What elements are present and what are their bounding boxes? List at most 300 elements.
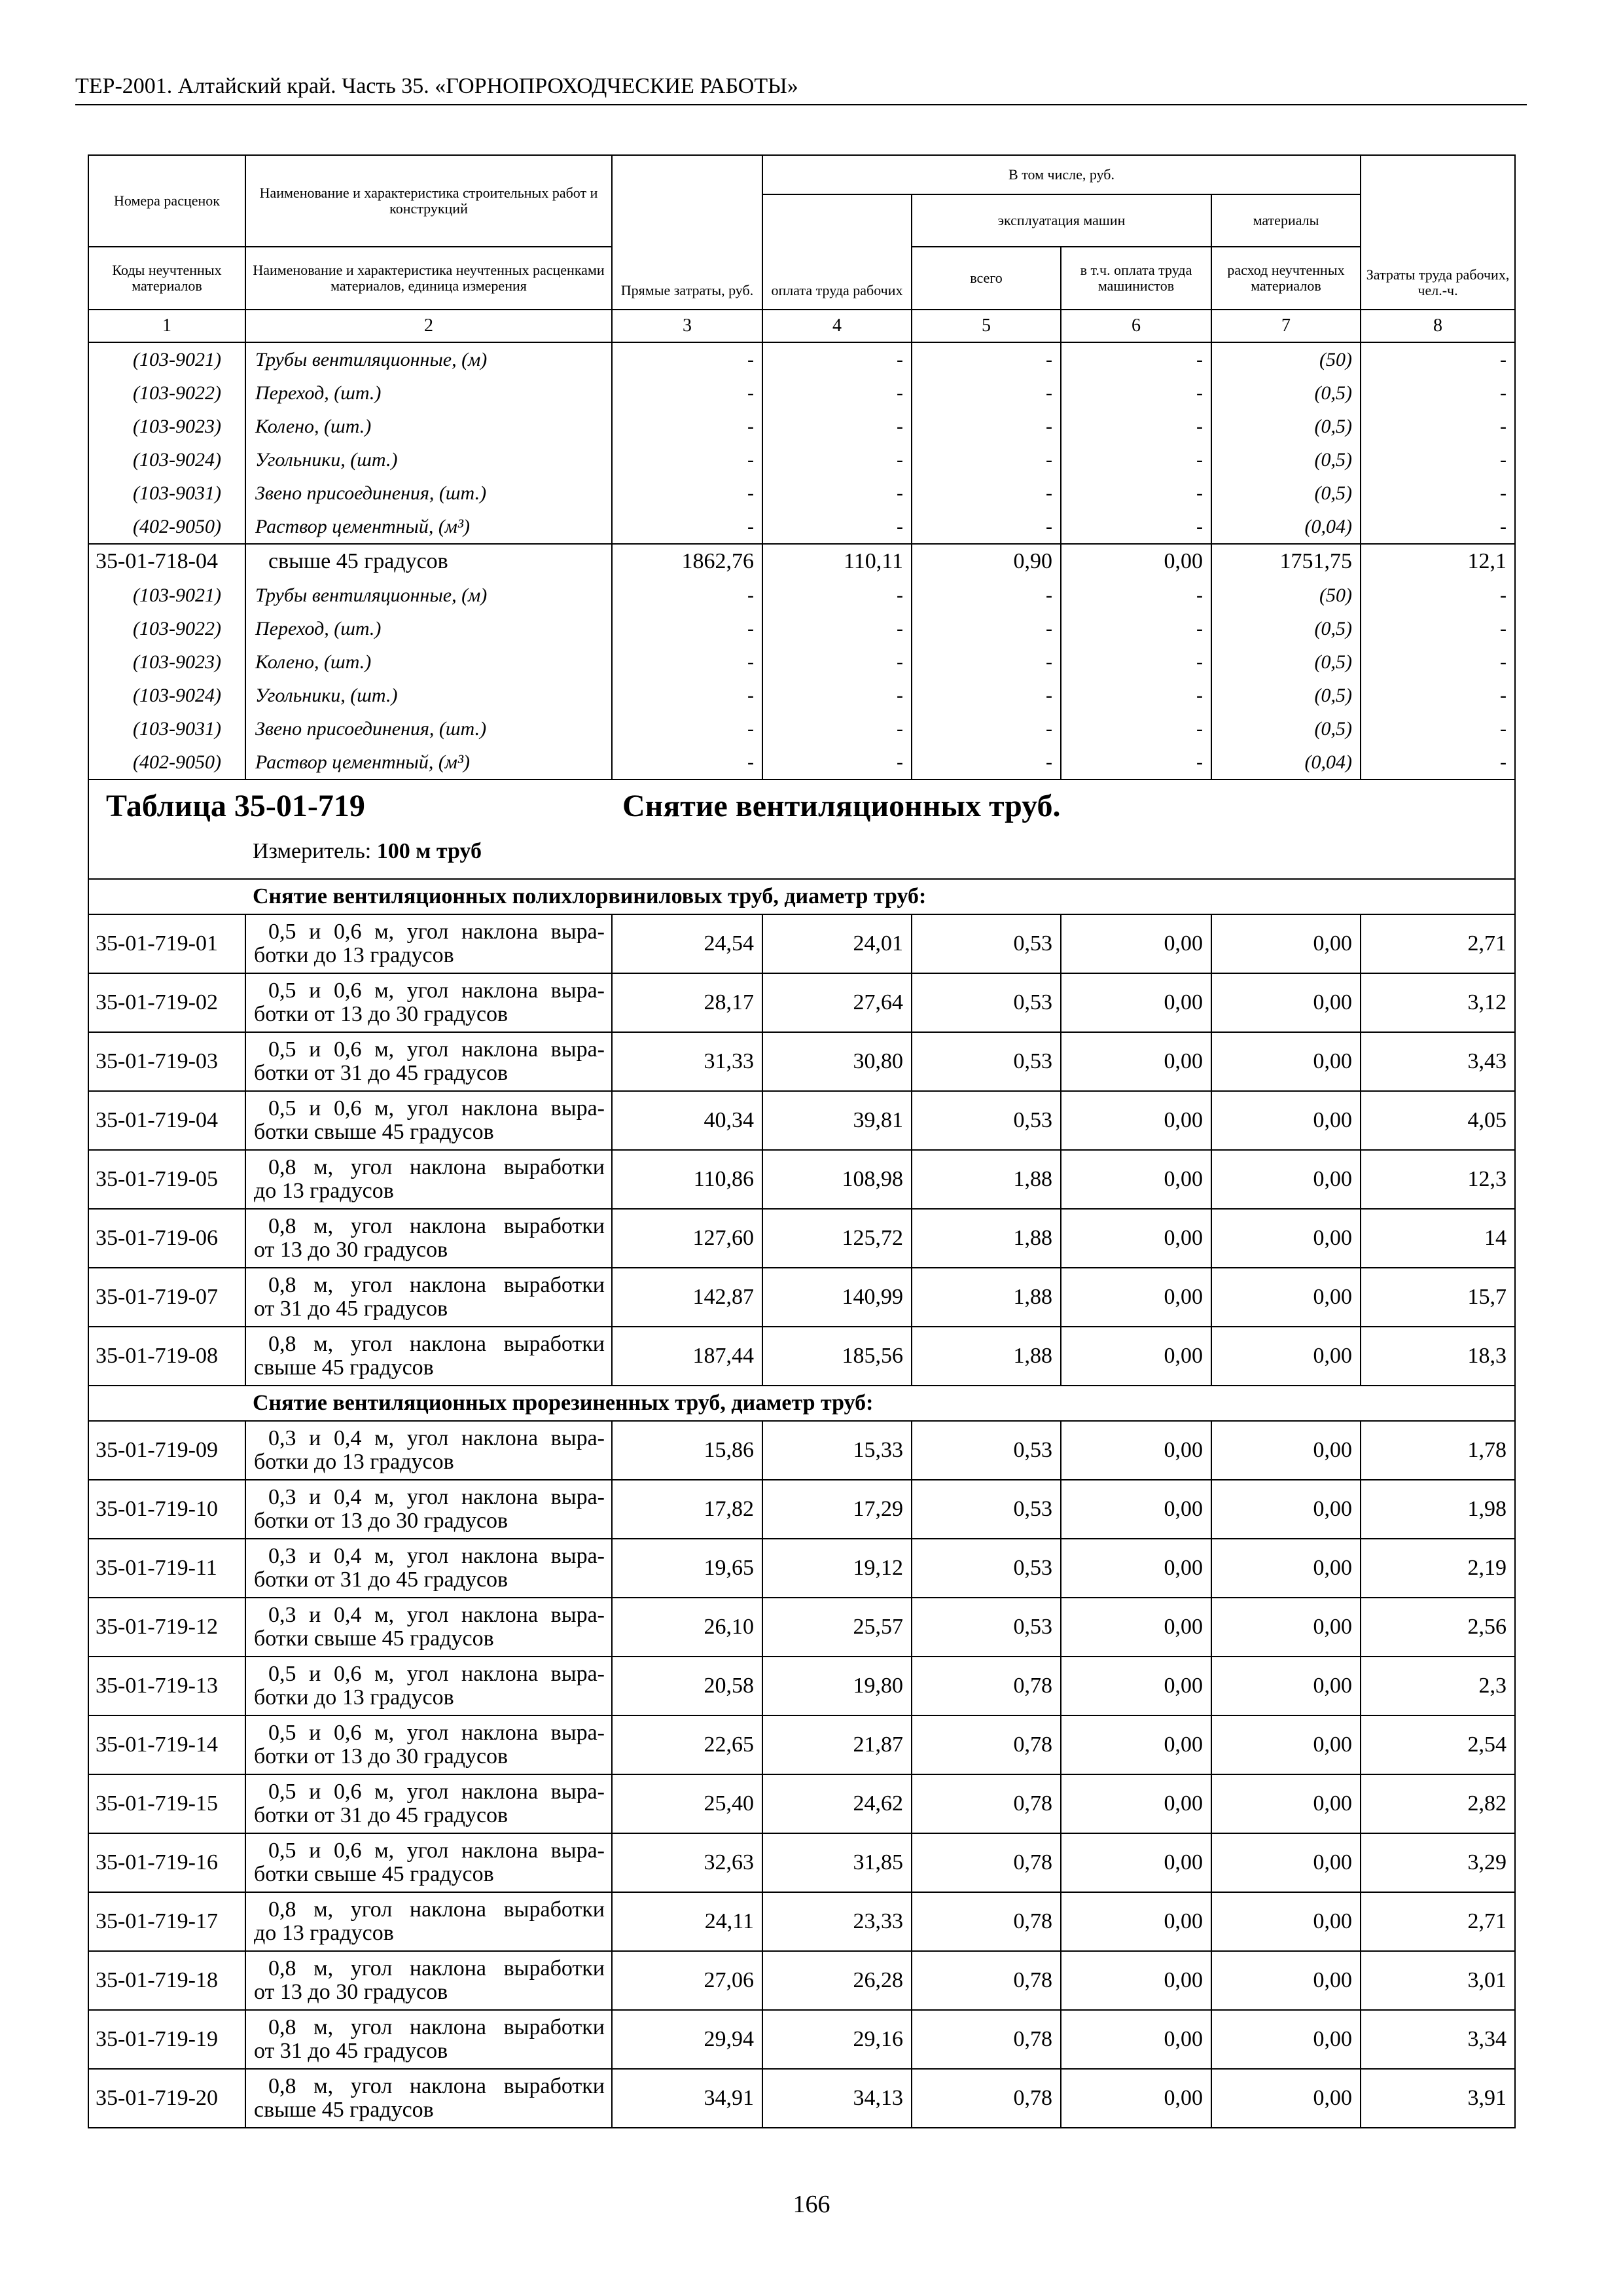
value-cell: 40,34 [612, 1091, 762, 1150]
rate-description-line: свыше 45 градусов [254, 1355, 434, 1380]
value-cell: 34,91 [612, 2069, 762, 2128]
rate-row [88, 1657, 1515, 1715]
value-cell: - [612, 645, 762, 679]
value-cell: 21,87 [762, 1715, 912, 1774]
value-cell: 31,33 [612, 1032, 762, 1091]
section-heading-row [88, 1386, 1515, 1421]
value-cell: 0,78 [912, 1833, 1061, 1892]
rate-row [88, 544, 1515, 579]
value-cell: 19,12 [762, 1539, 912, 1598]
value-cell: 24,01 [762, 914, 912, 973]
rate-description [245, 1774, 612, 1833]
value-cell: 0,78 [912, 1774, 1061, 1833]
rate-description-line: ботки до 13 градусов [254, 1685, 454, 1710]
value-cell: 15,7 [1361, 1268, 1515, 1327]
material-row [88, 645, 1515, 679]
value-cell: - [912, 745, 1061, 780]
value-cell: 0,00 [1211, 1539, 1361, 1598]
value-cell: (0,5) [1211, 410, 1361, 443]
value-cell: - [612, 342, 762, 376]
value-cell: 0,00 [1061, 1539, 1211, 1598]
value-cell: 0,00 [1211, 1032, 1361, 1091]
value-cell: 0,90 [912, 544, 1061, 579]
rate-row [88, 1268, 1515, 1327]
material-name: Звено присоединения, (шт.) [245, 476, 612, 510]
col-header-machines-labor: в т.ч. оплата труда машинистов [1061, 247, 1211, 310]
rate-row [88, 2069, 1515, 2128]
value-cell: - [762, 476, 912, 510]
value-cell: 0,00 [1211, 2010, 1361, 2069]
value-cell: 0,53 [912, 1091, 1061, 1150]
value-cell: 0,00 [1211, 1774, 1361, 1833]
value-cell: 2,71 [1361, 1892, 1515, 1951]
value-cell: 0,78 [912, 1657, 1061, 1715]
material-name: Колено, (шт.) [245, 645, 612, 679]
col-header-materials: материалы [1211, 194, 1361, 247]
value-cell: - [612, 443, 762, 476]
value-cell: - [912, 510, 1061, 544]
rate-description [245, 1150, 612, 1209]
rate-code: 35-01-719-02 [88, 973, 245, 1032]
value-cell: 0,53 [912, 914, 1061, 973]
value-cell: 0,00 [1061, 1032, 1211, 1091]
value-cell: - [1361, 579, 1515, 612]
table-body [88, 155, 1515, 2128]
value-cell: 31,85 [762, 1833, 912, 1892]
material-name: Раствор цементный, (м³) [245, 510, 612, 544]
value-cell: 0,00 [1211, 973, 1361, 1032]
rate-description [245, 1480, 612, 1539]
value-cell: 2,54 [1361, 1715, 1515, 1774]
rate-description-line: 0,3 и 0,4 м, угол наклона выра- [268, 1485, 605, 1509]
value-cell: - [1061, 645, 1211, 679]
value-cell: 24,54 [612, 914, 762, 973]
value-cell: 14 [1361, 1209, 1515, 1268]
rate-code: 35-01-719-04 [88, 1091, 245, 1150]
value-cell: - [1361, 342, 1515, 376]
material-code: (103-9021) [88, 579, 245, 612]
rate-description-line: ботки свыше 45 градусов [254, 1120, 494, 1144]
rate-description-line: ботки от 31 до 45 градусов [254, 1803, 508, 1827]
rate-description-line: 0,8 м, угол наклона выработки [268, 2074, 605, 2098]
value-cell: - [1361, 376, 1515, 410]
rate-description [245, 1032, 612, 1091]
section-heading-row [88, 879, 1515, 914]
value-cell: 0,00 [1061, 1209, 1211, 1268]
value-cell: - [912, 579, 1061, 612]
rate-row [88, 914, 1515, 973]
rate-code: 35-01-719-12 [88, 1598, 245, 1657]
value-cell: - [1061, 376, 1211, 410]
table-name: Снятие вентиляционных труб. [622, 789, 1061, 823]
section-heading [88, 879, 1515, 914]
value-cell: 27,06 [612, 1951, 762, 2010]
value-cell: 0,00 [1061, 1598, 1211, 1657]
value-cell: 0,00 [1211, 914, 1361, 973]
value-cell: - [912, 410, 1061, 443]
rate-description-line: ботки от 13 до 30 градусов [254, 1744, 508, 1768]
value-cell: 15,33 [762, 1421, 912, 1480]
value-cell: - [1061, 745, 1211, 780]
value-cell: - [912, 679, 1061, 712]
value-cell: - [1361, 612, 1515, 645]
value-cell: - [912, 342, 1061, 376]
value-cell: 0,53 [912, 1032, 1061, 1091]
rate-row [88, 1598, 1515, 1657]
value-cell: 1,78 [1361, 1421, 1515, 1480]
rate-description [245, 1209, 612, 1268]
value-cell: 27,64 [762, 973, 912, 1032]
rate-description-line: 0,8 м, угол наклона выработки [268, 2015, 605, 2039]
material-code: (103-9022) [88, 612, 245, 645]
material-code: (103-9031) [88, 712, 245, 745]
value-cell: 0,00 [1061, 544, 1211, 579]
rate-description-line: от 31 до 45 градусов [254, 1297, 448, 1321]
value-cell: - [1361, 712, 1515, 745]
rate-description-line: 0,8 м, угол наклона выработки [268, 1956, 605, 1981]
section-heading [88, 1386, 1515, 1421]
col-header-labor: оплата труда рабочих [762, 194, 912, 310]
value-cell: 3,91 [1361, 2069, 1515, 2128]
value-cell: (0,5) [1211, 476, 1361, 510]
rate-description-line: ботки от 13 до 30 градусов [254, 1002, 508, 1026]
rate-code: 35-01-719-06 [88, 1209, 245, 1268]
page-number: 166 [793, 2191, 830, 2218]
rate-code: 35-01-719-08 [88, 1327, 245, 1386]
value-cell: 0,00 [1211, 1833, 1361, 1892]
value-cell: 20,58 [612, 1657, 762, 1715]
rate-description [245, 1327, 612, 1386]
value-cell: - [1361, 745, 1515, 780]
rate-code: 35-01-719-10 [88, 1480, 245, 1539]
value-cell: 0,00 [1211, 1657, 1361, 1715]
rate-description-line: 0,5 и 0,6 м, угол наклона выра- [268, 1721, 605, 1745]
material-code: (103-9021) [88, 342, 245, 376]
rate-description-line: от 31 до 45 градусов [254, 2039, 448, 2063]
value-cell: - [612, 679, 762, 712]
rate-description [245, 2010, 612, 2069]
material-name: Звено присоединения, (шт.) [245, 712, 612, 745]
material-name: Трубы вентиляционные, (м) [245, 342, 612, 376]
value-cell: - [762, 712, 912, 745]
rate-code: 35-01-719-05 [88, 1150, 245, 1209]
col-number: 7 [1211, 310, 1361, 342]
value-cell: 2,3 [1361, 1657, 1515, 1715]
value-cell: 0,78 [912, 2010, 1061, 2069]
value-cell: 0,00 [1211, 1951, 1361, 2010]
value-cell: (0,04) [1211, 745, 1361, 780]
rate-description-line: 0,5 и 0,6 м, угол наклона выра- [268, 1839, 605, 1863]
value-cell: 0,00 [1211, 1150, 1361, 1209]
rate-description-line: от 13 до 30 градусов [254, 1238, 448, 1262]
rate-description-line: 0,8 м, угол наклона выработки [268, 1332, 605, 1356]
value-cell: 185,56 [762, 1327, 912, 1386]
value-cell: 30,80 [762, 1032, 912, 1091]
rate-description [245, 1833, 612, 1892]
value-cell: - [612, 712, 762, 745]
value-cell: - [1061, 579, 1211, 612]
rate-row [88, 1032, 1515, 1091]
value-cell: 15,86 [612, 1421, 762, 1480]
value-cell: - [762, 645, 912, 679]
value-cell: 3,34 [1361, 2010, 1515, 2069]
rate-row [88, 1091, 1515, 1150]
material-code: (103-9023) [88, 645, 245, 679]
rate-code: 35-01-719-13 [88, 1657, 245, 1715]
value-cell: 3,43 [1361, 1032, 1515, 1091]
value-cell: 0,00 [1211, 1480, 1361, 1539]
value-cell: - [1361, 476, 1515, 510]
rate-description-line: ботки до 13 градусов [254, 1450, 454, 1474]
material-name: Переход, (шт.) [245, 376, 612, 410]
value-cell: - [762, 342, 912, 376]
value-cell: - [1061, 342, 1211, 376]
col-header-machines-total: всего [912, 247, 1061, 310]
value-cell: 23,33 [762, 1892, 912, 1951]
value-cell: (0,5) [1211, 645, 1361, 679]
value-cell: 0,00 [1061, 2010, 1211, 2069]
rate-code: 35-01-719-14 [88, 1715, 245, 1774]
value-cell: 0,00 [1061, 1327, 1211, 1386]
value-cell: 0,78 [912, 1892, 1061, 1951]
rate-description-line: ботки свыше 45 градусов [254, 1862, 494, 1886]
value-cell: 125,72 [762, 1209, 912, 1268]
material-name: Колено, (шт.) [245, 410, 612, 443]
material-row [88, 679, 1515, 712]
rate-description-line: 0,3 и 0,4 м, угол наклона выра- [268, 1544, 605, 1568]
value-cell: 0,00 [1061, 1833, 1211, 1892]
table-title-cell [88, 780, 1515, 879]
value-cell: 0,00 [1061, 1150, 1211, 1209]
table-title-row [88, 780, 1515, 879]
value-cell: 24,11 [612, 1892, 762, 1951]
value-cell: - [762, 510, 912, 544]
value-cell: - [1061, 510, 1211, 544]
value-cell: 110,86 [612, 1150, 762, 1209]
rate-code: 35-01-719-15 [88, 1774, 245, 1833]
value-cell: 19,65 [612, 1539, 762, 1598]
value-cell: - [612, 579, 762, 612]
material-code: (402-9050) [88, 745, 245, 780]
value-cell: (0,5) [1211, 443, 1361, 476]
rate-description [245, 1539, 612, 1598]
value-cell: 0,53 [912, 973, 1061, 1032]
value-cell: 0,00 [1211, 2069, 1361, 2128]
value-cell: 25,57 [762, 1598, 912, 1657]
value-cell: - [762, 410, 912, 443]
value-cell: 22,65 [612, 1715, 762, 1774]
material-row [88, 376, 1515, 410]
rate-description-line: ботки от 31 до 45 градусов [254, 1568, 508, 1592]
table-unit [253, 839, 482, 864]
value-cell: - [912, 712, 1061, 745]
section-heading-text: Снятие вентиляционных полихлорвиниловых труб, диаметр труб: [253, 884, 927, 908]
rate-code: 35-01-719-07 [88, 1268, 245, 1327]
value-cell: 187,44 [612, 1327, 762, 1386]
rate-row [88, 1421, 1515, 1480]
rate-description-line: до 13 градусов [254, 1179, 394, 1203]
rate-row [88, 1774, 1515, 1833]
rate-code: 35-01-719-17 [88, 1892, 245, 1951]
table-number: Таблица 35-01-719 [106, 789, 365, 823]
value-cell: - [912, 476, 1061, 510]
value-cell: - [1361, 679, 1515, 712]
rate-row [88, 1150, 1515, 1209]
col-number: 3 [612, 310, 762, 342]
value-cell: 0,00 [1061, 973, 1211, 1032]
col-header-name-bottom: Наименование и характеристика неучтенных расценками материалов, единица измерения [245, 247, 612, 310]
value-cell: 17,82 [612, 1480, 762, 1539]
value-cell: - [1061, 612, 1211, 645]
value-cell: 0,00 [1061, 1268, 1211, 1327]
rate-row [88, 1951, 1515, 2010]
rate-row [88, 2010, 1515, 2069]
rate-description [245, 1268, 612, 1327]
rate-description [245, 1715, 612, 1774]
material-row [88, 745, 1515, 780]
value-cell: 0,00 [1061, 1892, 1211, 1951]
value-cell: - [1361, 410, 1515, 443]
rates-table [88, 154, 1516, 2128]
material-name: Угольники, (шт.) [245, 443, 612, 476]
rate-row [88, 1892, 1515, 1951]
value-cell: 0,78 [912, 1715, 1061, 1774]
value-cell: (0,5) [1211, 712, 1361, 745]
rate-row [88, 1327, 1515, 1386]
rate-description [245, 1892, 612, 1951]
unit-label: Измеритель: [253, 839, 372, 863]
value-cell: 19,80 [762, 1657, 912, 1715]
value-cell: 0,00 [1061, 1774, 1211, 1833]
rate-row [88, 1715, 1515, 1774]
value-cell: - [762, 679, 912, 712]
material-row [88, 612, 1515, 645]
col-header-direct: Прямые затраты, руб. [612, 155, 762, 310]
value-cell: - [1361, 645, 1515, 679]
value-cell: 0,00 [1211, 1327, 1361, 1386]
value-cell: - [1061, 712, 1211, 745]
value-cell: 0,00 [1061, 1421, 1211, 1480]
value-cell: 24,62 [762, 1774, 912, 1833]
rate-description [245, 1421, 612, 1480]
value-cell: - [912, 612, 1061, 645]
value-cell: (0,5) [1211, 376, 1361, 410]
value-cell: 17,29 [762, 1480, 912, 1539]
rate-description-line: до 13 градусов [254, 1921, 394, 1945]
value-cell: 0,53 [912, 1480, 1061, 1539]
rate-description [245, 1598, 612, 1657]
rate-description-line: 0,5 и 0,6 м, угол наклона выра- [268, 978, 605, 1003]
col-header-name-top: Наименование и характеристика строительных работ и конструкций [245, 155, 612, 247]
material-name: Угольники, (шт.) [245, 679, 612, 712]
value-cell: 0,00 [1061, 1951, 1211, 2010]
rate-description: свыше 45 градусов [245, 544, 612, 579]
running-header: ТЕР-2001. Алтайский край. Часть 35. «ГОРНОПРОХОДЧЕСКИЕ РАБОТЫ» [75, 74, 798, 98]
value-cell: 142,87 [612, 1268, 762, 1327]
value-cell: 0,00 [1061, 1091, 1211, 1150]
col-number: 1 [88, 310, 245, 342]
rate-description-line: 0,5 и 0,6 м, угол наклона выра- [268, 1096, 605, 1121]
value-cell: - [1061, 443, 1211, 476]
material-code: (103-9023) [88, 410, 245, 443]
material-code: (402-9050) [88, 510, 245, 544]
rate-row [88, 1209, 1515, 1268]
rate-code: 35-01-719-09 [88, 1421, 245, 1480]
material-name: Переход, (шт.) [245, 612, 612, 645]
value-cell: 0,53 [912, 1421, 1061, 1480]
value-cell: - [1361, 443, 1515, 476]
value-cell: - [912, 443, 1061, 476]
rate-description-line: от 13 до 30 градусов [254, 1980, 448, 2004]
value-cell: 0,00 [1061, 914, 1211, 973]
rate-row [88, 973, 1515, 1032]
rate-code: 35-01-718-04 [88, 544, 245, 579]
rate-description-line: 0,3 и 0,4 м, угол наклона выра- [268, 1603, 605, 1627]
rate-description-line: 0,8 м, угол наклона выработки [268, 1273, 605, 1297]
value-cell: 0,00 [1061, 1480, 1211, 1539]
rate-description-line: 0,8 м, угол наклона выработки [268, 1214, 605, 1238]
value-cell: 28,17 [612, 973, 762, 1032]
rate-description-line: ботки свыше 45 градусов [254, 1626, 494, 1651]
rate-description-line: 0,5 и 0,6 м, угол наклона выра- [268, 1780, 605, 1804]
rate-description-line: ботки до 13 градусов [254, 943, 454, 967]
value-cell: 2,82 [1361, 1774, 1515, 1833]
value-cell: 1751,75 [1211, 544, 1361, 579]
material-row [88, 476, 1515, 510]
material-row [88, 712, 1515, 745]
value-cell: 29,16 [762, 2010, 912, 2069]
value-cell: - [912, 376, 1061, 410]
rate-description [245, 1657, 612, 1715]
value-cell: 140,99 [762, 1268, 912, 1327]
value-cell: 127,60 [612, 1209, 762, 1268]
value-cell: - [612, 612, 762, 645]
rate-code: 35-01-719-19 [88, 2010, 245, 2069]
section-heading-text: Снятие вентиляционных прорезиненных труб, диаметр труб: [253, 1391, 874, 1415]
value-cell: 1,88 [912, 1327, 1061, 1386]
value-cell: 0,00 [1211, 1268, 1361, 1327]
col-header-num-top: Номера расценок [88, 155, 245, 247]
rate-description-line: 0,5 и 0,6 м, угол наклона выра- [268, 1662, 605, 1686]
col-header-labor-cost: Затраты труда рабочих, чел.-ч. [1361, 155, 1515, 310]
value-cell: - [612, 745, 762, 780]
value-cell: 29,94 [612, 2010, 762, 2069]
value-cell: 0,78 [912, 1951, 1061, 2010]
rate-description-line: свыше 45 градусов [254, 2098, 434, 2122]
rate-description-line: 0,3 и 0,4 м, угол наклона выра- [268, 1426, 605, 1450]
rate-description [245, 914, 612, 973]
value-cell: (50) [1211, 342, 1361, 376]
col-number: 6 [1061, 310, 1211, 342]
value-cell: - [762, 443, 912, 476]
rate-row [88, 1480, 1515, 1539]
value-cell: 0,53 [912, 1539, 1061, 1598]
value-cell: - [762, 612, 912, 645]
material-name: Раствор цементный, (м³) [245, 745, 612, 780]
rate-code: 35-01-719-16 [88, 1833, 245, 1892]
value-cell: 0,78 [912, 2069, 1061, 2128]
value-cell: - [1061, 410, 1211, 443]
material-code: (103-9024) [88, 679, 245, 712]
rate-description-line: 0,5 и 0,6 м, угол наклона выра- [268, 920, 605, 944]
value-cell: 26,10 [612, 1598, 762, 1657]
rate-description-line: 0,5 и 0,6 м, угол наклона выра- [268, 1037, 605, 1062]
material-row [88, 342, 1515, 376]
material-row [88, 443, 1515, 476]
value-cell: 4,05 [1361, 1091, 1515, 1150]
rate-description [245, 1091, 612, 1150]
value-cell: 0,00 [1211, 1209, 1361, 1268]
